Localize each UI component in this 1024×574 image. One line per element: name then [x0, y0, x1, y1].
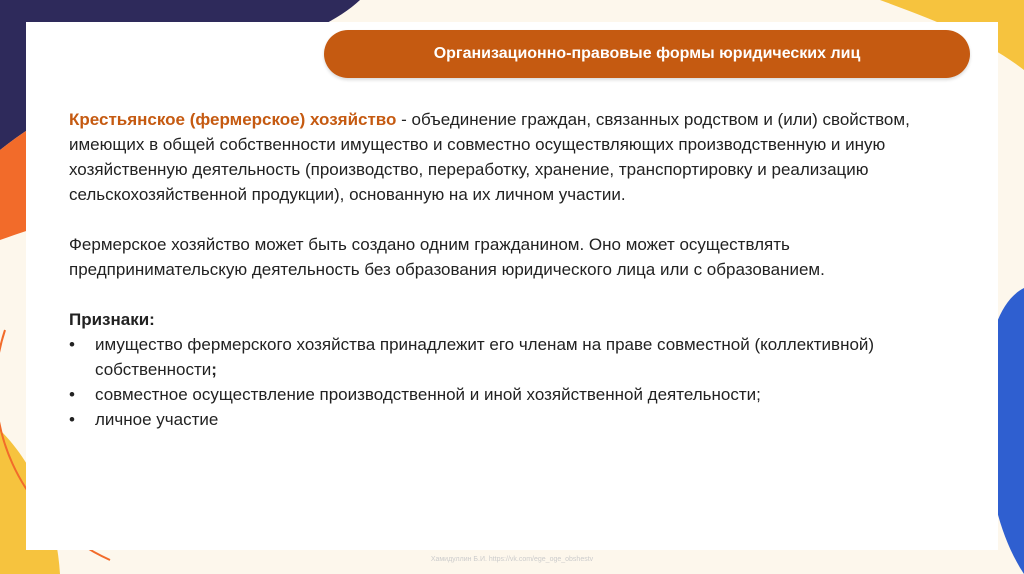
bullet-text: совместное осуществление производственной и иной хозяйственной деятельности;	[95, 385, 761, 404]
slide-content	[69, 107, 969, 432]
definition-paragraph	[69, 107, 969, 207]
bullet-item	[69, 382, 969, 407]
definition-term: Крестьянское (фермерское) хозяйство	[69, 110, 397, 129]
bullet-item	[69, 332, 969, 382]
title-bar	[324, 30, 970, 78]
footer-credit: Хамидуллин Б.И. https://vk.com/ege_oge_obshestv	[430, 556, 594, 563]
signs-label: Признаки:	[69, 310, 155, 329]
bullet-dot: •	[69, 385, 75, 404]
bullet-dot: •	[69, 410, 75, 429]
bullet-dot: •	[69, 335, 75, 354]
bullet-text: имущество фермерского хозяйства принадлежит его членам на праве совместной (коллективной) собственности;	[95, 335, 875, 379]
definition-text: - объединение граждан, связанных родством и (или) свойством, имеющих в общей собственности имущество и совместно осуществляющих производственную и иную хозяйственную деятельность (производство, переработку, хранение, транспортировку и реализацию сельскохозяйственной продукции), основанную на их личном участии.	[69, 110, 910, 204]
info-paragraph: Фермерское хозяйство может быть создано одним гражданином. Оно может осуществлять предпринимательскую деятельность без образования юридического лица или с образованием.	[69, 235, 825, 279]
bullet-text: личное участие	[95, 410, 219, 429]
bullet-item	[69, 407, 969, 432]
slide-title: Организационно-правовые формы юридических лиц	[433, 45, 861, 62]
